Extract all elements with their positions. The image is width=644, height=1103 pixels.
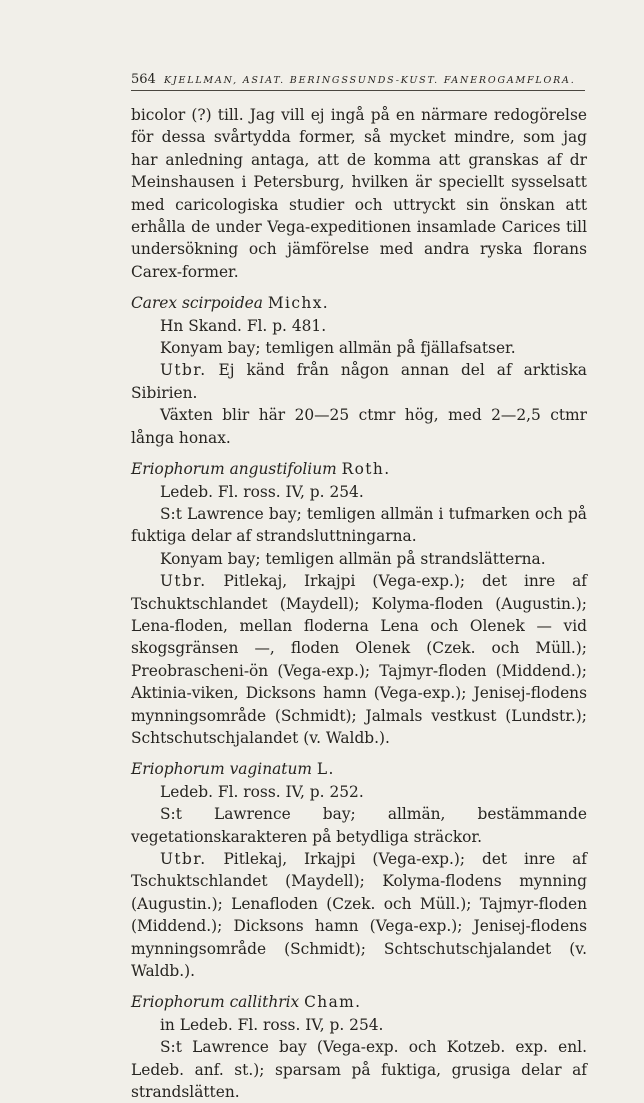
distribution-text: Pitlekaj, Irkajpi (Vega-exp.); det inre af Tschuktschlandet (Maydell); Kolyma-flodens mynning (Augustin.); Lenafloden (Czek. och Müll.); Tajmyr-floden (Middend.); Dicksons hamn (Vega-exp.); Jenisej-flodens mynningsområde (Schmidt); Schtschutschjalandet (v. Waldb.).	[131, 850, 587, 981]
note-paragraph: Växten blir här 20—25 ctmr hög, med 2—2,5 ctmr långa honax.	[131, 406, 587, 447]
intro-paragraph: bicolor (?) till. Jag vill ej ingå på en närmare redogörelse för dessa svårtydda former, så mycket mindre, som jag har anledning antaga, att de komma att granskas af dr Meinshausen i Petersburg, hvilken är speciellt sysselsatt med caricologiska studier och uttryckt sin önskan att erhålla de under Vega-expeditionen insamlade Carices till undersökning och jämförelse med andra ryska florans Carex-former.	[131, 106, 587, 281]
distribution-paragraph	[131, 359, 587, 404]
locality-paragraph: Konyam bay; temligen allmän på strandslätterna.	[160, 549, 546, 568]
species-name: Eriophorum angustifolium	[131, 460, 337, 479]
page-number: 564	[131, 72, 156, 87]
species-authority: Cham.	[304, 993, 362, 1012]
body-text	[131, 104, 587, 1103]
running-head	[131, 72, 593, 89]
distribution-text: Ej känd från någon annan del af arktiska Sibirien.	[131, 361, 587, 402]
species-heading	[131, 292, 587, 314]
literature-reference: in Ledeb. Fl. ross. IV, p. 254.	[160, 1015, 384, 1034]
running-title: KJELLMAN, ASIAT. BERINGSSUNDS-KUST. FANEROGAMFLORA.	[163, 75, 576, 86]
species-name: Eriophorum vaginatum	[131, 760, 312, 779]
distribution-label: Utbr.	[160, 361, 207, 380]
species-name: Carex scirpoidea	[131, 294, 263, 313]
species-authority: L.	[316, 760, 335, 779]
distribution-text: Pitlekaj, Irkajpi (Vega-exp.); det inre af Tschuktschlandet (Maydell); Kolyma-floden (Augustin.); Lena-floden, mellan floderna Lena och Olenek — vid skogsgränsen —, floden Olenek (Czek. och Müll.); Preobrascheni-ön (Vega-exp.); Tajmyr-floden (Middend.); Aktinia-viken, Dicksons hamn (Vega-exp.); Jenisej-flodens mynningsområde (Schmidt); Jalmals vestkust (Lundstr.); Schtschutschjalandet (v. Waldb.).	[131, 572, 587, 747]
locality-paragraph: Konyam bay; temligen allmän på fjällafsatser.	[160, 339, 516, 358]
literature-reference: Hn Skand. Fl. p. 481.	[160, 316, 327, 335]
locality-paragraph: S:t Lawrence bay (Vega-exp. och Kotzeb. exp. enl. Ledeb. anf. st.); sparsam på fuktiga, grusiga delar af strandslätten.	[131, 1038, 587, 1102]
distribution-paragraph	[131, 848, 587, 982]
literature-reference: Ledeb. Fl. ross. IV, p. 252.	[160, 782, 364, 801]
species-heading	[131, 991, 587, 1013]
literature-reference: Ledeb. Fl. ross. IV, p. 254.	[160, 482, 364, 501]
distribution-paragraph	[131, 570, 587, 749]
species-authority: Michx.	[267, 294, 330, 313]
header-rule	[131, 90, 585, 91]
locality-paragraph: S:t Lawrence bay; allmän, bestämmande vegetationskarakteren på betydliga sträckor.	[131, 805, 587, 846]
locality-paragraph: S:t Lawrence bay; temligen allmän i tufmarken och på fuktiga delar af strandsluttningarna.	[131, 504, 587, 546]
species-heading	[131, 458, 587, 480]
species-name: Eriophorum callithrix	[131, 993, 300, 1012]
species-authority: Roth.	[341, 460, 391, 479]
species-heading	[131, 758, 587, 780]
distribution-label: Utbr.	[160, 572, 207, 591]
distribution-label: Utbr.	[160, 850, 207, 868]
